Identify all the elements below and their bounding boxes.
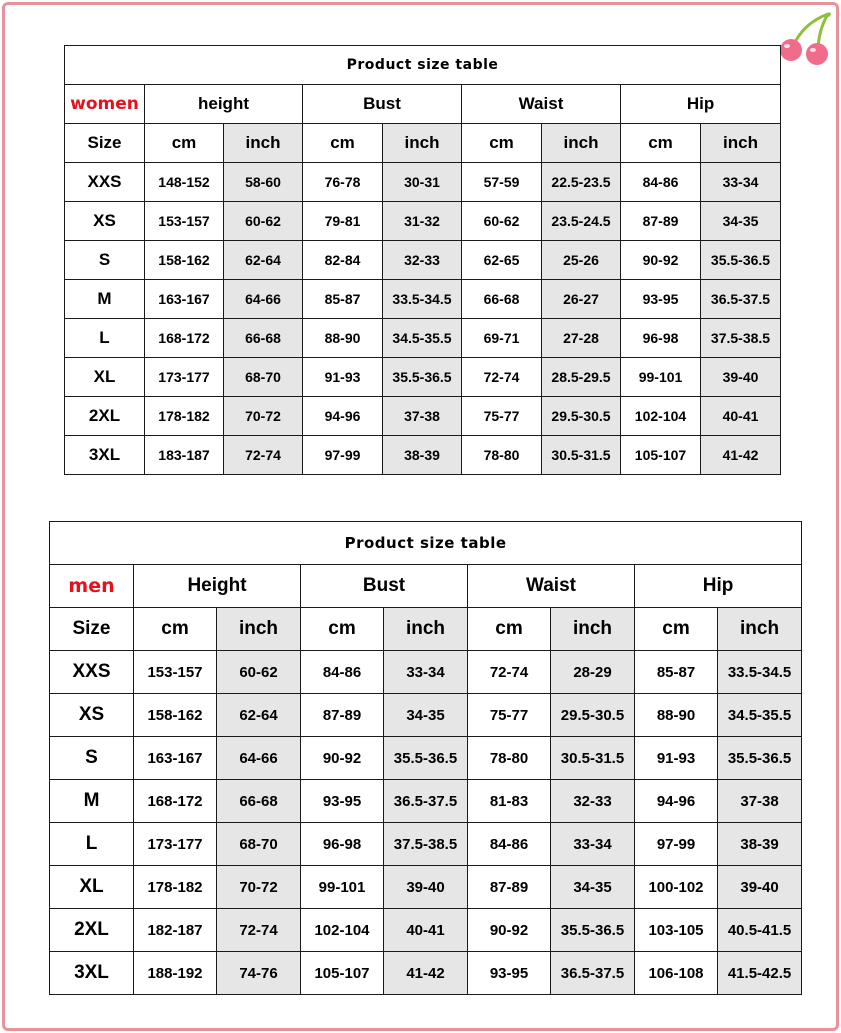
table-cell: 153-157 xyxy=(145,202,224,241)
table-cell: 158-162 xyxy=(145,241,224,280)
table-cell: 31-32 xyxy=(383,202,462,241)
men-size-table xyxy=(49,521,802,995)
table-cell: 38-39 xyxy=(718,823,802,866)
table-cell: 84-86 xyxy=(468,823,551,866)
table-cell: 158-162 xyxy=(134,694,217,737)
table-cell: 96-98 xyxy=(621,319,701,358)
size-label: XS xyxy=(50,694,134,737)
table-cell: 72-74 xyxy=(224,436,303,475)
table-cell: 87-89 xyxy=(468,866,551,909)
table-row xyxy=(50,909,802,952)
table-cell: 30.5-31.5 xyxy=(551,737,635,780)
table-cell: 106-108 xyxy=(635,952,718,995)
group-header: height xyxy=(145,85,303,124)
unit-header: inch xyxy=(718,608,802,651)
table-cell: 103-105 xyxy=(635,909,718,952)
size-label: XS xyxy=(65,202,145,241)
table-cell: 26-27 xyxy=(542,280,621,319)
table-cell: 62-65 xyxy=(462,241,542,280)
table-cell: 22.5-23.5 xyxy=(542,163,621,202)
table-cell: 93-95 xyxy=(621,280,701,319)
table-row xyxy=(50,780,802,823)
table-cell: 84-86 xyxy=(301,651,384,694)
unit-header: cm xyxy=(301,608,384,651)
unit-header: cm xyxy=(462,124,542,163)
table-row xyxy=(50,694,802,737)
table-cell: 81-83 xyxy=(468,780,551,823)
size-label: M xyxy=(65,280,145,319)
table-cell: 91-93 xyxy=(635,737,718,780)
table-cell: 40-41 xyxy=(384,909,468,952)
table-cell: 79-81 xyxy=(303,202,383,241)
group-header: Waist xyxy=(462,85,621,124)
size-label: L xyxy=(50,823,134,866)
table-cell: 68-70 xyxy=(224,358,303,397)
size-column-header: Size xyxy=(50,608,134,651)
table-row xyxy=(50,866,802,909)
table-row xyxy=(65,241,781,280)
unit-header: inch xyxy=(542,124,621,163)
table-cell: 90-92 xyxy=(468,909,551,952)
women-size-table xyxy=(64,45,781,475)
size-label: XXS xyxy=(50,651,134,694)
table-cell: 168-172 xyxy=(134,780,217,823)
table-cell: 32-33 xyxy=(383,241,462,280)
size-label: XL xyxy=(65,358,145,397)
table-cell: 36.5-37.5 xyxy=(701,280,781,319)
table-cell: 88-90 xyxy=(303,319,383,358)
table-cell: 72-74 xyxy=(468,651,551,694)
unit-header: inch xyxy=(384,608,468,651)
table-cell: 85-87 xyxy=(303,280,383,319)
table-cell: 34.5-35.5 xyxy=(383,319,462,358)
table-cell: 97-99 xyxy=(635,823,718,866)
table-cell: 78-80 xyxy=(462,436,542,475)
table-cell: 153-157 xyxy=(134,651,217,694)
table-cell: 39-40 xyxy=(718,866,802,909)
size-label: XXS xyxy=(65,163,145,202)
group-header: Height xyxy=(134,565,301,608)
table-cell: 168-172 xyxy=(145,319,224,358)
table-cell: 70-72 xyxy=(217,866,301,909)
table-row xyxy=(65,202,781,241)
table-cell: 34.5-35.5 xyxy=(718,694,802,737)
table-cell: 82-84 xyxy=(303,241,383,280)
size-column-header: Size xyxy=(65,124,145,163)
size-label: S xyxy=(50,737,134,780)
unit-header-row xyxy=(65,124,781,163)
table-cell: 41-42 xyxy=(701,436,781,475)
table-cell: 68-70 xyxy=(217,823,301,866)
size-label: 2XL xyxy=(50,909,134,952)
unit-header: cm xyxy=(621,124,701,163)
unit-header: cm xyxy=(134,608,217,651)
table-cell: 34-35 xyxy=(384,694,468,737)
table-cell: 28-29 xyxy=(551,651,635,694)
table-cell: 39-40 xyxy=(701,358,781,397)
table-cell: 102-104 xyxy=(301,909,384,952)
unit-header: cm xyxy=(303,124,383,163)
table-cell: 29.5-30.5 xyxy=(551,694,635,737)
table-cell: 40.5-41.5 xyxy=(718,909,802,952)
table-cell: 148-152 xyxy=(145,163,224,202)
table-cell: 36.5-37.5 xyxy=(384,780,468,823)
table-title: Product size table xyxy=(65,46,781,85)
unit-header: cm xyxy=(468,608,551,651)
table-cell: 37-38 xyxy=(383,397,462,436)
table-cell: 35.5-36.5 xyxy=(701,241,781,280)
table-cell: 75-77 xyxy=(462,397,542,436)
table-cell: 72-74 xyxy=(462,358,542,397)
table-cell: 76-78 xyxy=(303,163,383,202)
table-cell: 74-76 xyxy=(217,952,301,995)
unit-header: inch xyxy=(383,124,462,163)
table-cell: 87-89 xyxy=(301,694,384,737)
table-cell: 93-95 xyxy=(301,780,384,823)
table-cell: 90-92 xyxy=(621,241,701,280)
table-cell: 102-104 xyxy=(621,397,701,436)
table-row xyxy=(50,651,802,694)
table-cell: 93-95 xyxy=(468,952,551,995)
table-cell: 182-187 xyxy=(134,909,217,952)
table-cell: 178-182 xyxy=(145,397,224,436)
table-cell: 97-99 xyxy=(303,436,383,475)
table-cell: 30.5-31.5 xyxy=(542,436,621,475)
table-cell: 36.5-37.5 xyxy=(551,952,635,995)
table-cell: 35.5-36.5 xyxy=(384,737,468,780)
table-cell: 40-41 xyxy=(701,397,781,436)
table-cell: 99-101 xyxy=(621,358,701,397)
table-cell: 33-34 xyxy=(384,651,468,694)
table-cell: 163-167 xyxy=(145,280,224,319)
table-cell: 75-77 xyxy=(468,694,551,737)
size-label: S xyxy=(65,241,145,280)
table-cell: 66-68 xyxy=(217,780,301,823)
table-cell: 178-182 xyxy=(134,866,217,909)
group-header: Bust xyxy=(301,565,468,608)
group-header: Hip xyxy=(621,85,781,124)
table-cell: 96-98 xyxy=(301,823,384,866)
table-cell: 33-34 xyxy=(551,823,635,866)
table-cell: 62-64 xyxy=(224,241,303,280)
gender-label: women xyxy=(65,85,145,124)
group-header: Hip xyxy=(635,565,802,608)
table-cell: 41-42 xyxy=(384,952,468,995)
group-header: Bust xyxy=(303,85,462,124)
table-cell: 60-62 xyxy=(224,202,303,241)
group-header: Waist xyxy=(468,565,635,608)
table-cell: 35.5-36.5 xyxy=(383,358,462,397)
table-row xyxy=(65,319,781,358)
table-row xyxy=(65,436,781,475)
unit-header: inch xyxy=(217,608,301,651)
table-cell: 32-33 xyxy=(551,780,635,823)
table-row xyxy=(65,280,781,319)
table-cell: 188-192 xyxy=(134,952,217,995)
table-row xyxy=(50,823,802,866)
table-cell: 91-93 xyxy=(303,358,383,397)
unit-header: inch xyxy=(224,124,303,163)
table-cell: 173-177 xyxy=(145,358,224,397)
table-cell: 85-87 xyxy=(635,651,718,694)
cherry-icon xyxy=(776,8,834,66)
table-cell: 78-80 xyxy=(468,737,551,780)
table-cell: 64-66 xyxy=(217,737,301,780)
table-cell: 105-107 xyxy=(301,952,384,995)
unit-header-row xyxy=(50,608,802,651)
unit-header: inch xyxy=(551,608,635,651)
table-row xyxy=(65,358,781,397)
table-cell: 29.5-30.5 xyxy=(542,397,621,436)
table-cell: 60-62 xyxy=(217,651,301,694)
size-label: 3XL xyxy=(50,952,134,995)
table-cell: 163-167 xyxy=(134,737,217,780)
table-cell: 84-86 xyxy=(621,163,701,202)
table-row xyxy=(65,163,781,202)
unit-header: cm xyxy=(635,608,718,651)
table-cell: 72-74 xyxy=(217,909,301,952)
size-label: M xyxy=(50,780,134,823)
table-cell: 33-34 xyxy=(701,163,781,202)
table-cell: 66-68 xyxy=(224,319,303,358)
size-label: XL xyxy=(50,866,134,909)
table-cell: 25-26 xyxy=(542,241,621,280)
table-cell: 94-96 xyxy=(635,780,718,823)
table-cell: 58-60 xyxy=(224,163,303,202)
table-cell: 66-68 xyxy=(462,280,542,319)
table-title: Product size table xyxy=(50,522,802,565)
table-cell: 100-102 xyxy=(635,866,718,909)
table-cell: 37-38 xyxy=(718,780,802,823)
table-cell: 173-177 xyxy=(134,823,217,866)
unit-header: inch xyxy=(701,124,781,163)
table-row xyxy=(65,397,781,436)
table-cell: 37.5-38.5 xyxy=(701,319,781,358)
table-cell: 69-71 xyxy=(462,319,542,358)
table-row xyxy=(50,952,802,995)
table-cell: 33.5-34.5 xyxy=(383,280,462,319)
table-cell: 62-64 xyxy=(217,694,301,737)
table-cell: 41.5-42.5 xyxy=(718,952,802,995)
table-cell: 99-101 xyxy=(301,866,384,909)
table-cell: 33.5-34.5 xyxy=(718,651,802,694)
table-row xyxy=(50,737,802,780)
table-cell: 38-39 xyxy=(383,436,462,475)
gender-label: men xyxy=(50,565,134,608)
table-cell: 30-31 xyxy=(383,163,462,202)
table-cell: 28.5-29.5 xyxy=(542,358,621,397)
unit-header: cm xyxy=(145,124,224,163)
table-cell: 27-28 xyxy=(542,319,621,358)
table-cell: 34-35 xyxy=(551,866,635,909)
table-cell: 35.5-36.5 xyxy=(551,909,635,952)
table-cell: 88-90 xyxy=(635,694,718,737)
table-cell: 34-35 xyxy=(701,202,781,241)
table-cell: 90-92 xyxy=(301,737,384,780)
table-cell: 60-62 xyxy=(462,202,542,241)
table-cell: 183-187 xyxy=(145,436,224,475)
table-cell: 64-66 xyxy=(224,280,303,319)
table-cell: 105-107 xyxy=(621,436,701,475)
table-cell: 39-40 xyxy=(384,866,468,909)
size-label: 2XL xyxy=(65,397,145,436)
table-cell: 57-59 xyxy=(462,163,542,202)
size-label: L xyxy=(65,319,145,358)
table-cell: 23.5-24.5 xyxy=(542,202,621,241)
table-cell: 70-72 xyxy=(224,397,303,436)
table-cell: 87-89 xyxy=(621,202,701,241)
table-cell: 37.5-38.5 xyxy=(384,823,468,866)
table-cell: 35.5-36.5 xyxy=(718,737,802,780)
size-label: 3XL xyxy=(65,436,145,475)
table-cell: 94-96 xyxy=(303,397,383,436)
